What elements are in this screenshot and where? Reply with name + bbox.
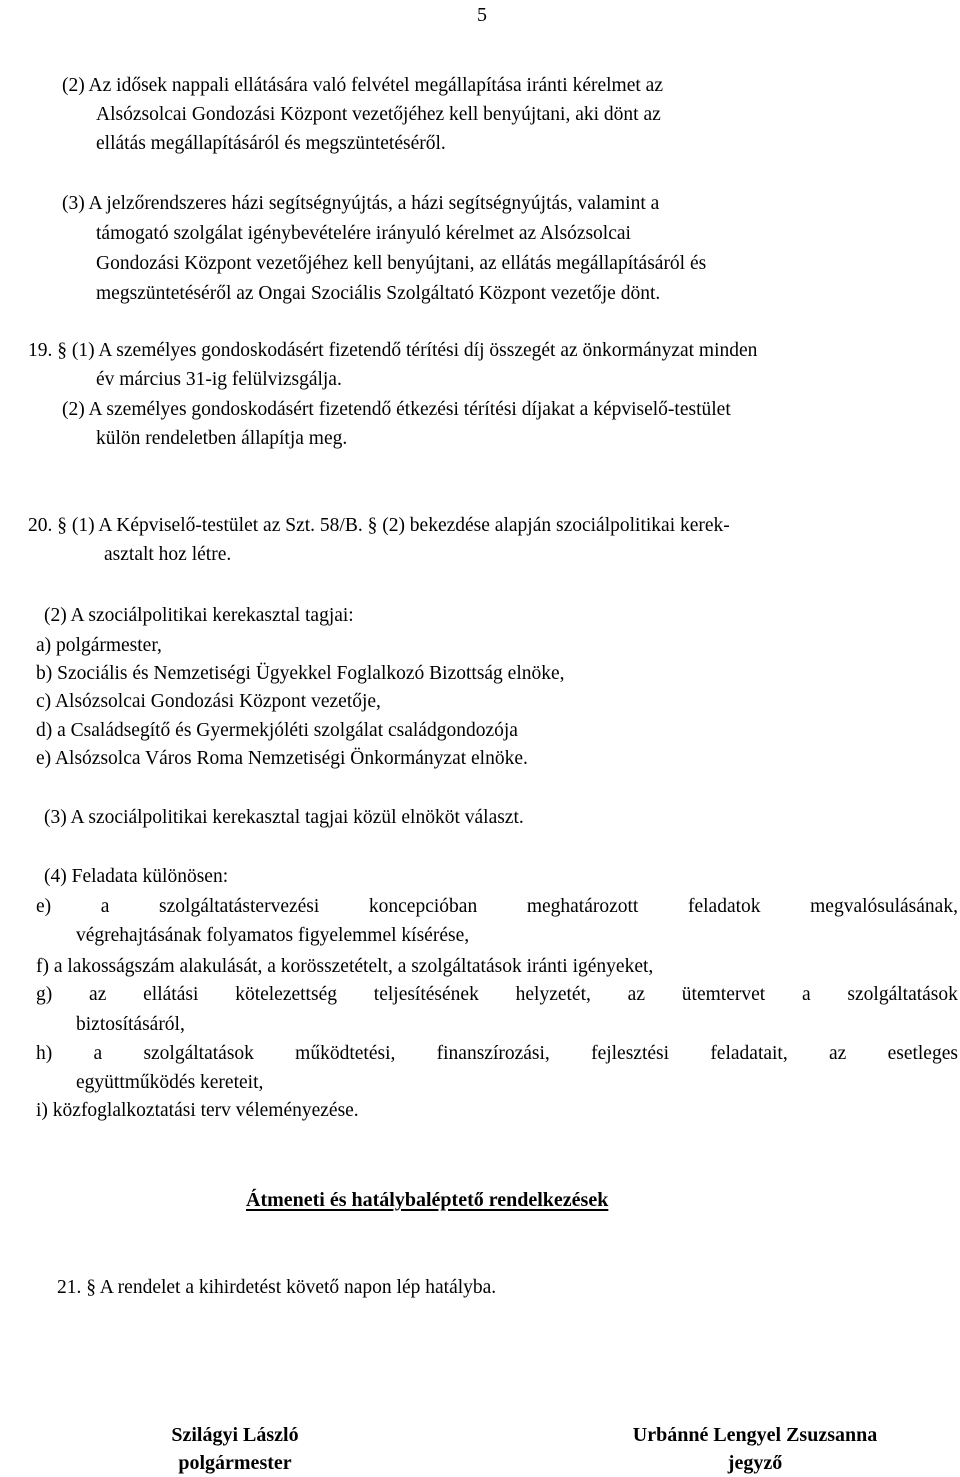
s19-line-1: 19. § (1) A személyes gondoskodásért fizetendő térítési díj összegét az önkormányzat minden xyxy=(28,340,758,361)
s20-4-item-g-cont: biztosításáról, xyxy=(76,1014,185,1035)
signature-right xyxy=(585,1422,925,1477)
word: működtetési, xyxy=(295,1043,396,1064)
s20-2-item-c: c) Alsózsolcai Gondozási Központ vezetője, xyxy=(36,691,381,712)
s21: 21. § A rendelet a kihirdetést követő napon lép hatályba. xyxy=(57,1277,497,1298)
s20-4-item-e-cont: végrehajtásának folyamatos figyelemmel kísérése, xyxy=(76,925,470,946)
s20-4-item-h-cont: együttműködés kereteit, xyxy=(76,1072,264,1093)
word: feladatok xyxy=(687,896,761,917)
word: a xyxy=(100,896,110,917)
word: ellátási xyxy=(143,984,199,1005)
word: szolgáltatások xyxy=(143,1043,254,1064)
s19-line-3: (2) A személyes gondoskodásért fizetendő étkezési térítési díjakat a képviselő-testület xyxy=(62,399,731,420)
s20-2-item-e: e) Alsózsolca Város Roma Nemzetiségi Önkormányzat elnöke. xyxy=(36,748,528,769)
s20-2-item-d: d) a Családsegítő és Gyermekjóléti szolgálat családgondozója xyxy=(36,720,518,741)
s20-4-item-e xyxy=(36,897,958,917)
word: koncepcióban xyxy=(368,896,478,917)
p3-line-3: Gondozási Központ vezetőjéhez kell benyújtani, az ellátás megállapításáról és xyxy=(96,253,707,274)
word: a xyxy=(93,1043,103,1064)
s20-2-intro: (2) A szociálpolitikai kerekasztal tagjai: xyxy=(44,605,354,626)
s20-4-item-g xyxy=(36,985,958,1005)
page-number: 5 xyxy=(477,4,487,26)
word: szolgáltatástervezési xyxy=(159,896,320,917)
justified-line xyxy=(36,1044,958,1064)
signature-right-title: jegyző xyxy=(727,1451,783,1474)
justified-line xyxy=(36,985,958,1005)
section-heading: Átmeneti és hatálybaléptető rendelkezések xyxy=(246,1189,609,1211)
s20-2-item-b: b) Szociális és Nemzetiségi Ügyekkel Foglalkozó Bizottság elnöke, xyxy=(36,663,565,684)
s19-line-2: év március 31-ig felülvizsgálja. xyxy=(96,369,342,390)
signature-left-title: polgármester xyxy=(178,1451,292,1474)
p2-line-3: ellátás megállapításáról és megszüntetéséről. xyxy=(96,133,446,154)
word: esetleges xyxy=(887,1043,958,1064)
word: teljesítésének xyxy=(373,984,479,1005)
word: helyzetét, xyxy=(515,984,591,1005)
word: g) xyxy=(36,984,53,1005)
word: h) xyxy=(36,1043,53,1064)
word: az xyxy=(627,984,645,1005)
signature-left-name: Szilágyi László xyxy=(171,1424,299,1446)
word: ütemtervet xyxy=(681,984,766,1005)
word: szolgáltatások xyxy=(847,984,958,1005)
word: kötelezettség xyxy=(235,984,337,1005)
word: e) xyxy=(36,896,52,917)
s20-3: (3) A szociálpolitikai kerekasztal tagjai közül elnököt választ. xyxy=(44,807,524,828)
p3-line-4: megszüntetéséről az Ongai Szociális Szolgáltató Központ vezetője dönt. xyxy=(96,283,661,304)
s20-line-2: asztalt hoz létre. xyxy=(104,544,232,565)
p3-line-1: (3) A jelzőrendszeres házi segítségnyújtás, a házi segítségnyújtás, valamint a xyxy=(62,193,660,214)
word: a xyxy=(801,984,811,1005)
s20-4-intro: (4) Feladata különösen: xyxy=(44,866,229,887)
signature-left xyxy=(120,1422,350,1477)
word: megvalósulásának, xyxy=(810,896,958,917)
word: finanszírozási, xyxy=(436,1043,550,1064)
word: az xyxy=(829,1043,847,1064)
p2-line-2: Alsózsolcai Gondozási Központ vezetőjéhez kell benyújtani, aki dönt az xyxy=(96,104,661,125)
signature-right-name: Urbánné Lengyel Zsuzsanna xyxy=(632,1424,878,1446)
s19-line-4: külön rendeletben állapítja meg. xyxy=(96,428,348,449)
s20-2-item-a: a) polgármester, xyxy=(36,635,162,656)
s20-4-item-f: f) a lakosságszám alakulását, a korösszetételt, a szolgáltatások iránti igényeket, xyxy=(36,956,654,977)
word: meghatározott xyxy=(526,896,639,917)
justified-line xyxy=(36,897,958,917)
word: feladatait, xyxy=(710,1043,788,1064)
p2-line-1: (2) Az idősek nappali ellátására való felvétel megállapítása iránti kérelmet az xyxy=(62,75,663,96)
p3-line-2: támogató szolgálat igénybevételére irányuló kérelmet az Alsózsolcai xyxy=(96,223,631,244)
word: fejlesztési xyxy=(591,1043,670,1064)
s20-line-1: 20. § (1) A Képviselő-testület az Szt. 58/B. § (2) bekezdése alapján szociálpolitikai kerek- xyxy=(28,515,730,536)
word: az xyxy=(89,984,107,1005)
s20-4-item-h xyxy=(36,1044,958,1064)
s20-4-item-i: i) közfoglalkoztatási terv véleményezése. xyxy=(36,1100,359,1121)
